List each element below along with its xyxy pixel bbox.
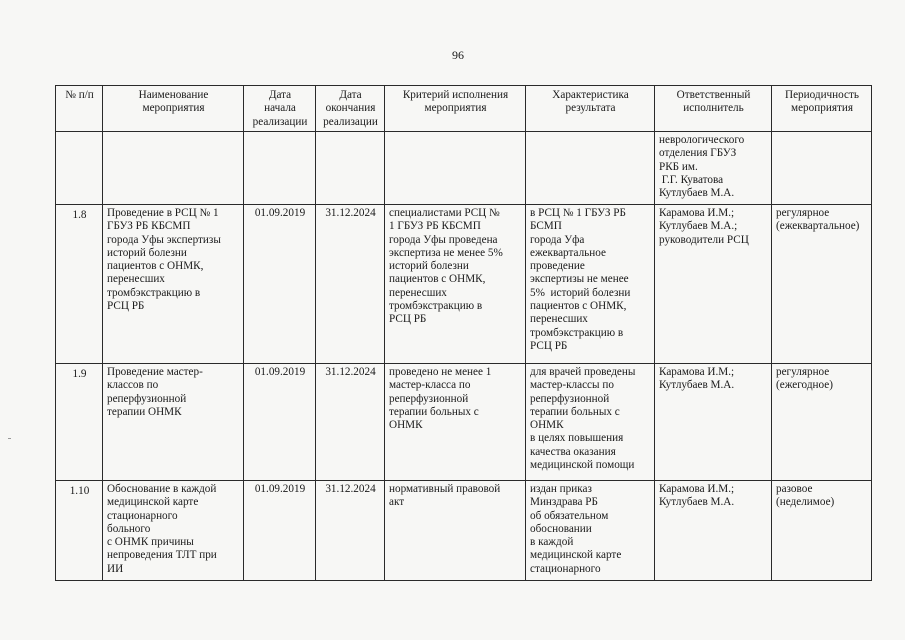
cell-start-date: 01.09.2019	[244, 364, 316, 481]
cell-line: Кутлубаев М.А.	[659, 379, 735, 392]
cell-line: ОНМК	[389, 419, 423, 432]
cell-num: 1.9	[56, 364, 103, 481]
cell-line: издан приказ	[530, 483, 592, 495]
cell-line: с ОНМК причины	[107, 536, 194, 549]
cell-line: пациентов с ОНМК,	[389, 273, 486, 286]
cell-line: проведение	[530, 260, 585, 273]
cell-line: реперфузионной	[107, 392, 187, 405]
cell-line: отделения ГБУЗ	[659, 147, 737, 160]
cell-criterion	[385, 132, 526, 205]
cell-line: ИИ	[107, 562, 124, 575]
header-line: реализации	[323, 115, 378, 128]
cell-line: историй болезни	[107, 246, 187, 259]
cell-line: стационарного	[107, 509, 178, 522]
cell-periodicity	[772, 481, 872, 581]
header-line: № п/п	[65, 89, 94, 101]
table-body	[56, 132, 872, 581]
cell-name	[103, 132, 244, 205]
cell-line: тромбэкстракцию в	[530, 326, 624, 339]
cell-line: города Уфа	[530, 233, 585, 246]
cell-line: ежеквартальное	[530, 246, 606, 259]
cell-line: Кутлубаев М.А.;	[659, 220, 738, 233]
cell-responsible	[655, 132, 772, 205]
cell-line: больного	[107, 522, 151, 535]
header-end-date	[316, 86, 385, 132]
cell-line: руководители РСЦ	[659, 233, 749, 246]
cell-name	[103, 205, 244, 364]
header-line: Критерий исполнения	[402, 89, 509, 101]
cell-line: перенесших	[389, 286, 447, 299]
cell-line: Кутлубаев М.А.	[659, 187, 735, 200]
scan-speck	[8, 438, 11, 439]
cell-num: 1.10	[56, 481, 103, 581]
header-start-date	[244, 86, 316, 132]
cell-line: регулярное	[776, 366, 830, 378]
cell-line: Минздрава РБ	[530, 496, 598, 509]
cell-line: мастер-классы по	[530, 379, 614, 392]
cell-criterion	[385, 205, 526, 364]
cell-line: (неделимое)	[776, 496, 835, 509]
header-name	[103, 86, 244, 132]
cell-line: медицинской карте	[107, 496, 199, 509]
cell-line: неврологического	[659, 134, 745, 146]
cell-line: перенесших	[530, 313, 588, 326]
cell-start-date: 01.09.2019	[244, 205, 316, 364]
cell-responsible	[655, 205, 772, 364]
cell-line: РСЦ РБ	[389, 313, 427, 326]
header-line: Ответственный	[676, 89, 751, 101]
cell-line: (ежеквартальное)	[776, 220, 860, 233]
cell-line: экспертизы не менее	[530, 273, 629, 286]
cell-line: Обоснование в каждой	[107, 483, 217, 495]
table-row	[56, 364, 872, 481]
cell-line: стационарного	[530, 562, 601, 575]
cell-line: разовое	[776, 483, 813, 495]
header-line: мероприятия	[424, 102, 487, 115]
cell-line: ОНМК	[530, 419, 564, 432]
cell-line: Проведение в РСЦ № 1	[107, 207, 219, 219]
header-line: Характеристика	[552, 89, 629, 101]
cell-criterion	[385, 481, 526, 581]
cell-line: города Уфы экспертизы	[107, 233, 221, 246]
cell-line: города Уфы проведена	[389, 233, 498, 246]
header-result	[526, 86, 655, 132]
cell-line: 1 ГБУЗ РБ КБСМП	[389, 220, 481, 233]
cell-periodicity	[772, 132, 872, 205]
cell-responsible	[655, 481, 772, 581]
header-row	[56, 86, 872, 132]
cell-line: акт	[389, 496, 405, 509]
cell-line: нормативный правовой	[389, 483, 501, 495]
page-number: 96	[452, 48, 464, 62]
cell-result	[526, 205, 655, 364]
header-num	[56, 86, 103, 132]
cell-line: ГБУЗ РБ КБСМП	[107, 220, 191, 233]
cell-start-date: 01.09.2019	[244, 481, 316, 581]
cell-name	[103, 364, 244, 481]
cell-periodicity	[772, 205, 872, 364]
cell-line: РСЦ РБ	[107, 300, 145, 313]
cell-line: об обязательном	[530, 509, 609, 522]
cell-line: терапии больных с	[530, 405, 620, 418]
cell-end-date: 31.12.2024	[316, 364, 385, 481]
cell-line: тромбэкстракцию в	[107, 286, 201, 299]
cell-line: мастер-класса по	[389, 379, 471, 392]
cell-line: терапии больных с	[389, 405, 479, 418]
cell-line: пациентов с ОНМК,	[107, 260, 204, 273]
cell-line: Карамова И.М.;	[659, 483, 735, 495]
cell-line: БСМП	[530, 220, 562, 233]
cell-line: медицинской карте	[530, 549, 622, 562]
cell-line: классов по	[107, 379, 159, 392]
cell-line: в каждой	[530, 536, 574, 549]
cell-line: проведено не менее 1	[389, 366, 492, 378]
cell-responsible	[655, 364, 772, 481]
cell-line: Проведение мастер-	[107, 366, 203, 378]
cell-result	[526, 132, 655, 205]
cell-line: обосновании	[530, 522, 592, 535]
cell-line: для врачей проведены	[530, 366, 636, 378]
header-line: мероприятия	[791, 102, 853, 115]
cell-line: в целях повышения	[530, 432, 624, 445]
cell-periodicity	[772, 364, 872, 481]
header-line: исполнитель	[683, 102, 744, 115]
header-line: начала	[264, 102, 296, 115]
cell-line: Карамова И.М.;	[659, 366, 735, 378]
table-row	[56, 132, 872, 205]
cell-line: Карамова И.М.;	[659, 207, 735, 219]
cell-line: терапии ОНМК	[107, 405, 182, 418]
cell-line: реперфузионной	[530, 392, 610, 405]
header-line: Наименование	[138, 89, 209, 101]
header-line: Дата	[268, 89, 292, 101]
cell-line: Кутлубаев М.А.	[659, 496, 735, 509]
header-line: окончания	[325, 102, 376, 115]
cell-line: непроведения ТЛТ при	[107, 549, 217, 562]
cell-line: регулярное	[776, 207, 830, 219]
cell-line: (ежегодное)	[776, 379, 833, 392]
cell-line: медицинской помощи	[530, 459, 635, 472]
table-row	[56, 205, 872, 364]
cell-criterion	[385, 364, 526, 481]
cell-result	[526, 481, 655, 581]
cell-line: РКБ им.	[659, 160, 698, 173]
header-periodicity	[772, 86, 872, 132]
cell-name	[103, 481, 244, 581]
cell-line: Г.Г. Куватова	[659, 173, 724, 186]
header-line: Дата	[339, 89, 362, 101]
cell-line: историй болезни	[389, 260, 469, 273]
cell-line: реперфузионной	[389, 392, 469, 405]
header-criterion	[385, 86, 526, 132]
cell-line: в РСЦ № 1 ГБУЗ РБ	[530, 207, 626, 219]
measures-table	[55, 85, 872, 581]
header-line: мероприятия	[142, 102, 205, 115]
cell-line: качества оказания	[530, 445, 616, 458]
header-line: результата	[565, 102, 616, 115]
cell-end-date: 31.12.2024	[316, 205, 385, 364]
cell-line: тромбэкстракцию в	[389, 300, 483, 313]
cell-line: РСЦ РБ	[530, 339, 568, 352]
cell-num: 1.8	[56, 205, 103, 364]
cell-line: перенесших	[107, 273, 165, 286]
cell-end-date: 31.12.2024	[316, 481, 385, 581]
table-row	[56, 481, 872, 581]
cell-line: специалистами РСЦ №	[389, 207, 500, 219]
cell-line: пациентов с ОНМК,	[530, 300, 627, 313]
cell-end-date	[316, 132, 385, 205]
header-responsible	[655, 86, 772, 132]
header-line: Периодичность	[784, 89, 860, 101]
cell-start-date	[244, 132, 316, 205]
cell-num	[56, 132, 103, 205]
cell-line: экспертиза не менее 5%	[389, 246, 503, 259]
cell-result	[526, 364, 655, 481]
header-line: реализации	[252, 115, 308, 128]
cell-line: 5% историй болезни	[530, 286, 631, 299]
